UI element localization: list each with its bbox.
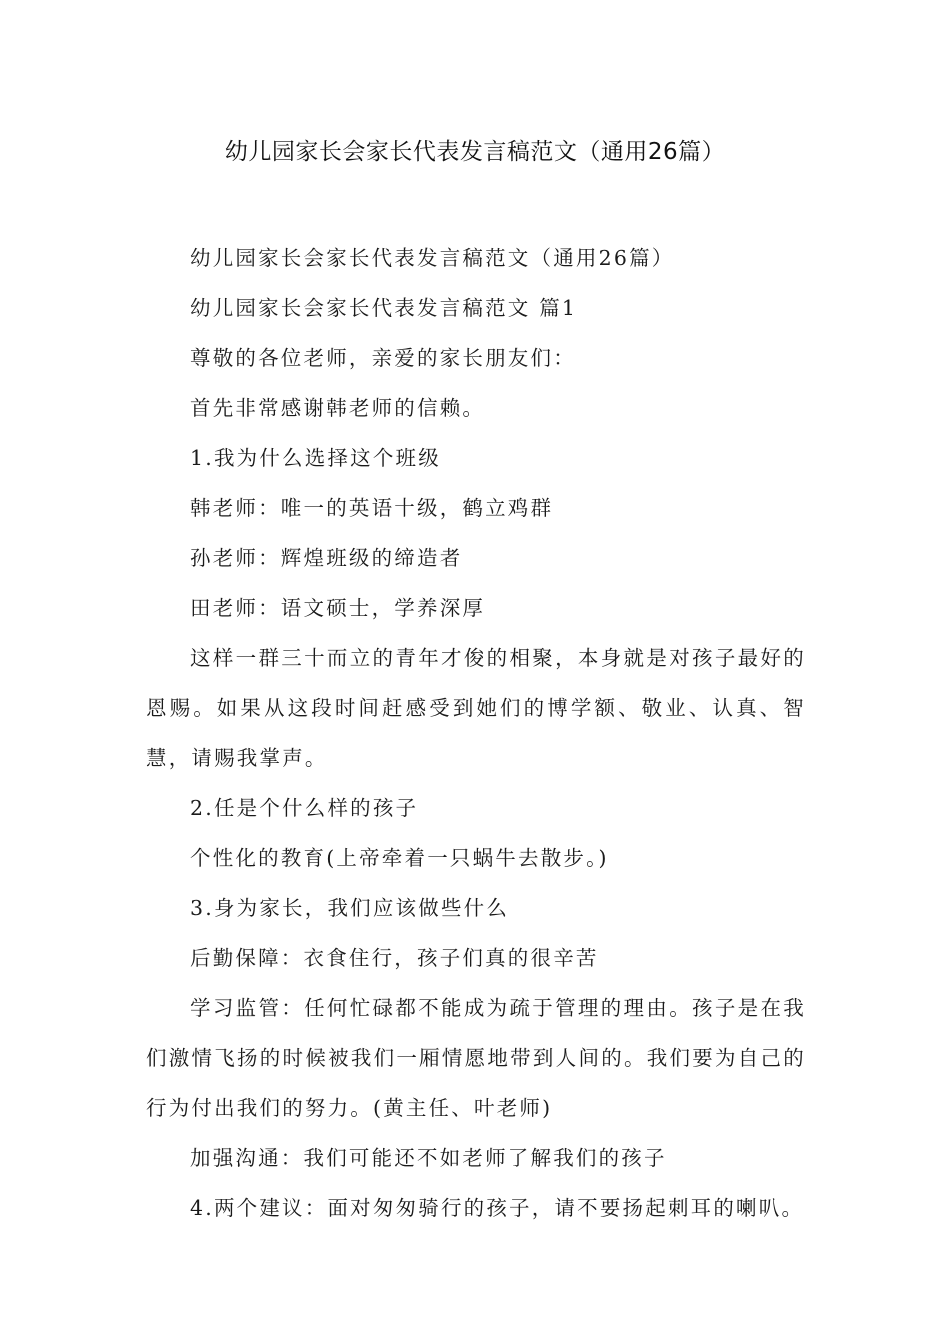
paragraph: 首先非常感谢韩老师的信赖。 bbox=[190, 396, 486, 420]
paragraph: 3.身为家长，我们应该做些什么 bbox=[190, 896, 510, 920]
paragraph: 这样一群三十而立的青年才俊的相聚，本身就是对孩子最好的恩赐。如果从这段时间赶感受到她们的博学额、敬业、认真、智慧，请赐我掌声。 bbox=[146, 646, 806, 770]
paragraph: 个性化的教育(上帝牵着一只蜗牛去散步。) bbox=[190, 846, 609, 870]
document-title: 幼儿园家长会家长代表发言稿范文（通用26篇） bbox=[224, 139, 726, 165]
paragraph: 韩老师：唯一的英语十级，鹤立鸡群 bbox=[190, 496, 554, 520]
document-body bbox=[146, 233, 806, 1233]
paragraph: 孙老师：辉煌班级的缔造者 bbox=[190, 546, 463, 570]
paragraph: 幼儿园家长会家长代表发言稿范文 篇1 bbox=[190, 296, 578, 320]
paragraph: 学习监管：任何忙碌都不能成为疏于管理的理由。孩子是在我们激情飞扬的时候被我们一厢情愿地带到人间的。我们要为自己的行为付出我们的努力。(黄主任、叶老师) bbox=[146, 996, 806, 1120]
paragraph: 后勤保障：衣食住行，孩子们真的很辛苦 bbox=[190, 946, 599, 970]
paragraph: 4.两个建议：面对匆匆骑行的孩子，请不要扬起刺耳的喇叭。 bbox=[190, 1196, 805, 1220]
paragraph: 2.任是个什么样的孩子 bbox=[190, 796, 419, 820]
paragraph: 幼儿园家长会家长代表发言稿范文（通用26篇） bbox=[190, 246, 675, 270]
paragraph: 尊敬的各位老师，亲爱的家长朋友们： bbox=[190, 346, 576, 370]
paragraph: 1.我为什么选择这个班级 bbox=[190, 446, 441, 470]
paragraph: 田老师：语文硕士，学养深厚 bbox=[190, 596, 486, 620]
paragraph: 加强沟通：我们可能还不如老师了解我们的孩子 bbox=[190, 1146, 667, 1170]
